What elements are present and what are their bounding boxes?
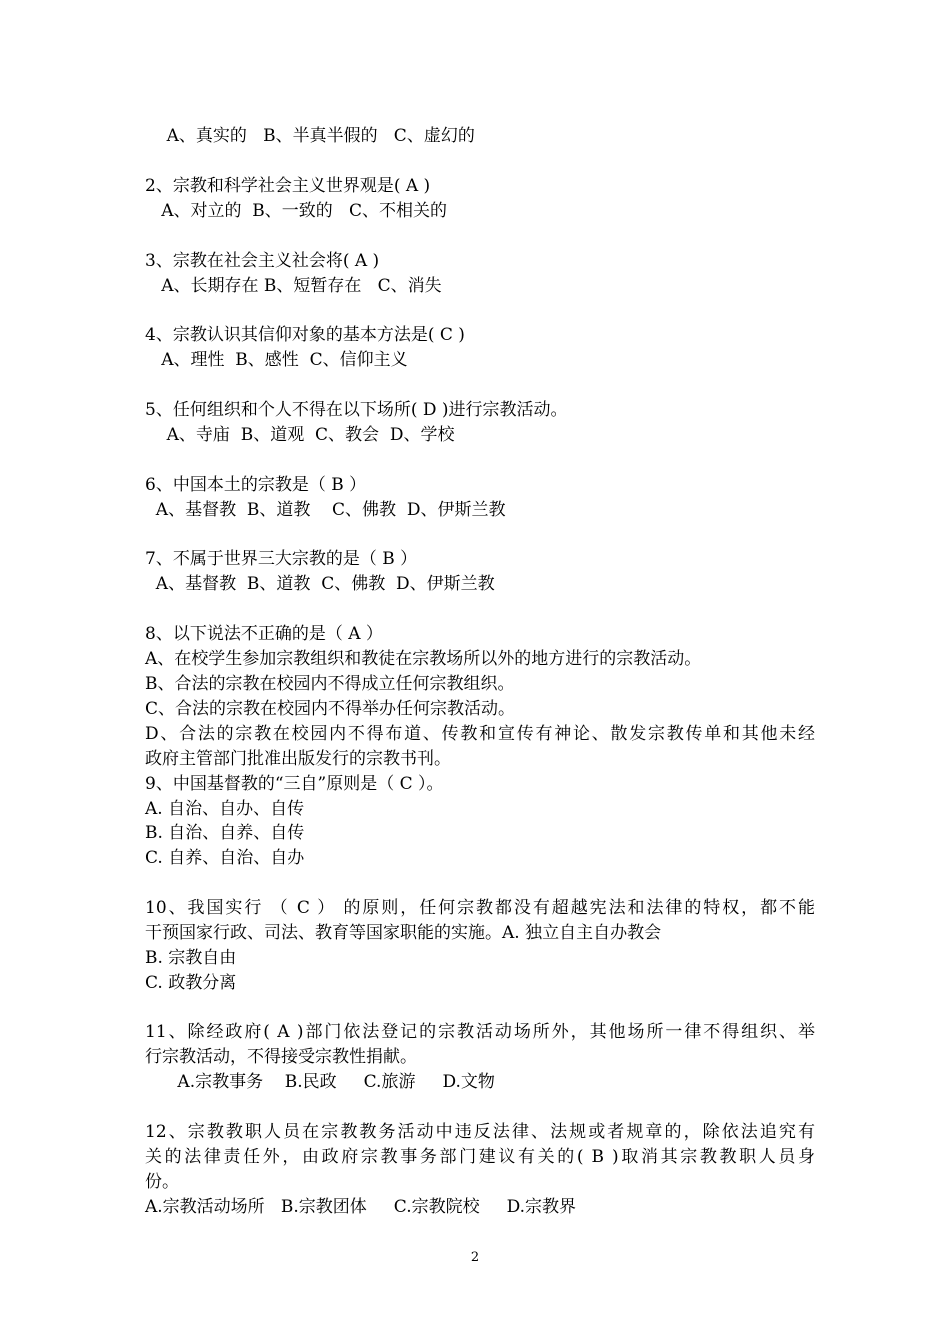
q3-question: 3、宗教在社会主义社会将( A ) (145, 251, 380, 271)
q9-option-b: B. 自治、自养、自传 (145, 823, 305, 843)
q9-option-c: C. 自养、自治、自办 (145, 848, 305, 868)
q11-question: 11、除经政府( A )部门依法登记的宗教活动场所外，其他场所一律不得组织、举 (145, 1022, 815, 1042)
q12-question-cont: 关的法律责任外，由政府宗教事务部门建议有关的( B )取消其宗教教职人员身 (145, 1147, 815, 1167)
q10-option-b: B. 宗教自由 (145, 948, 237, 968)
q9-option-a: A. 自治、自办、自传 (145, 799, 305, 819)
q8-option-d-cont: 政府主管部门批准出版发行的宗教书刊。 (145, 749, 451, 769)
q8-option-b: B、合法的宗教在校园内不得成立任何宗教组织。 (145, 674, 515, 694)
q11-options: A.宗教事务 B.民政 C.旅游 D.文物 (145, 1072, 495, 1092)
q10-question-cont: 干预国家行政、司法、教育等国家职能的实施。A. 独立自主自办教会 (145, 923, 662, 943)
q12-options: A.宗教活动场所 B.宗教团体 C.宗教院校 D.宗教界 (145, 1197, 577, 1217)
q8-option-a: A、在校学生参加宗教组织和教徒在宗教场所以外的地方进行的宗教活动。 (145, 649, 702, 669)
q12-question: 12、宗教教职人员在宗教教务活动中违反法律、法规或者规章的，除依法追究有 (145, 1122, 815, 1142)
q7-question: 7、不属于世界三大宗教的是（ B ） (145, 549, 418, 569)
q8-question: 8、以下说法不正确的是（ A ） (145, 624, 383, 644)
q7-options: A、基督教 B、道教 C、佛教 D、伊斯兰教 (145, 574, 495, 594)
q10-question: 10、我国实行 （ C ） 的原则，任何宗教都没有超越宪法和法律的特权，都不能 (145, 898, 815, 918)
q6-question: 6、中国本土的宗教是（ B ） (145, 475, 367, 495)
q9-question: 9、中国基督教的“三自”原则是（ C ）。 (145, 774, 444, 794)
q3-options: A、长期存在 B、短暂存在 C、消失 (145, 276, 442, 296)
page-number: 2 (470, 1250, 480, 1265)
q2-question: 2、宗教和科学社会主义世界观是( A ) (145, 176, 431, 196)
q6-options: A、基督教 B、道教 C、佛教 D、伊斯兰教 (145, 500, 506, 520)
q12-question-end: 份。 (145, 1172, 179, 1192)
q4-question: 4、宗教认识其信仰对象的基本方法是( C ) (145, 325, 465, 345)
q2-options: A、对立的 B、一致的 C、不相关的 (145, 201, 448, 221)
q8-option-d: D、合法的宗教在校园内不得布道、传教和宣传有神论、散发宗教传单和其他未经 (145, 724, 815, 744)
q5-question: 5、任何组织和个人不得在以下场所( D )进行宗教活动。 (145, 400, 568, 420)
q5-options: A、寺庙 B、道观 C、教会 D、学校 (145, 425, 455, 445)
q11-question-cont: 行宗教活动，不得接受宗教性捐献。 (145, 1047, 417, 1067)
q10-option-c: C. 政教分离 (145, 973, 237, 993)
q8-option-c: C、合法的宗教在校园内不得举办任何宗教活动。 (145, 699, 516, 719)
q4-options: A、理性 B、感性 C、信仰主义 (145, 350, 408, 370)
q1-options: A、真实的 B、半真半假的 C、虚幻的 (145, 126, 475, 146)
